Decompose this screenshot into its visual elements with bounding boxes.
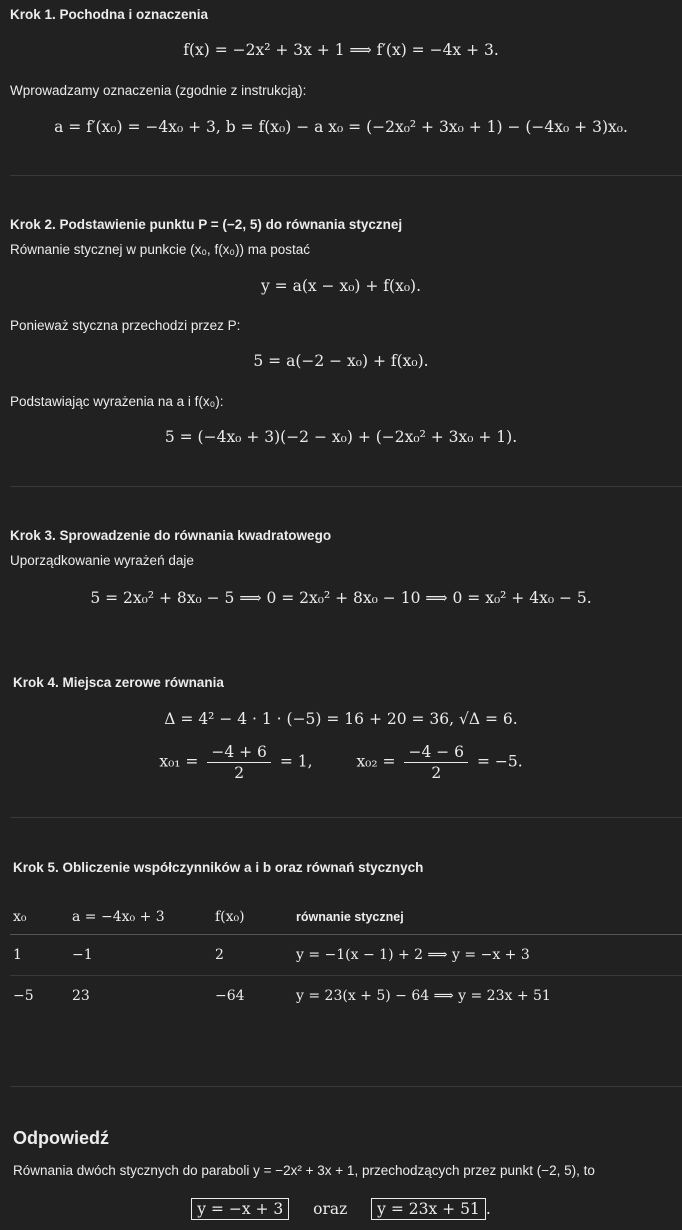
- step1-notation-equation: a = f′(x₀) = −4x₀ + 3, b = f(x₀) − a x₀ = (−2x₀² + 3x₀ + 1) − (−4x₀ + 3)x₀.: [54, 118, 628, 136]
- x01-value: = 1,: [279, 752, 313, 771]
- cell-fx0: −64: [215, 988, 245, 1004]
- divider: [10, 175, 682, 176]
- x01-numerator: −4 + 6: [207, 742, 271, 763]
- step2-substitution-text: Podstawiając wyrażenia na a i f(x₀):: [10, 394, 224, 409]
- step2-heading: Krok 2. Podstawienie punktu P = (−2, 5) do równania stycznej: [10, 217, 403, 232]
- divider: [10, 817, 682, 818]
- step1-notation-text: Wprowadzamy oznaczenia (zgodnie z instrukcją):: [10, 83, 307, 98]
- step2-point-equation: 5 = a(−2 − x₀) + f(x₀).: [253, 352, 429, 370]
- answer-connector: oraz: [313, 1200, 348, 1218]
- step2-passes-through-text: Ponieważ styczna przechodzi przez P:: [10, 318, 241, 333]
- table-header-row: [10, 900, 682, 935]
- answer-period: .: [485, 1200, 491, 1218]
- step3-quadratic-equation: 5 = 2x₀² + 8x₀ − 5 ⟹ 0 = 2x₀² + 8x₀ − 10 ⟹ 0 = x₀² + 4x₀ − 5.: [90, 589, 592, 607]
- cell-x0: −5: [13, 988, 34, 1004]
- x01-label: x₀₁ =: [159, 752, 199, 771]
- table-row: [10, 976, 682, 1017]
- divider: [10, 486, 682, 487]
- step3-ordering-text: Uporządkowanie wyrażeń daje: [10, 553, 194, 568]
- result-tangent-2: y = 23x + 51: [371, 1198, 486, 1220]
- step3-heading: Krok 3. Sprowadzenie do równania kwadratowego: [10, 528, 332, 543]
- cell-a: 23: [72, 988, 90, 1004]
- column-header-a: a = −4x₀ + 3: [69, 900, 212, 935]
- step1-derivative-equation: f(x) = −2x² + 3x + 1 ⟹ f′(x) = −4x + 3.: [183, 41, 499, 59]
- x02-numerator: −4 − 6: [404, 742, 468, 763]
- step2-tangent-form-text: Równanie stycznej w punkcie (x₀, f(x₀)) ma postać: [10, 242, 311, 257]
- table-row: [10, 935, 682, 976]
- x02-denominator: 2: [431, 764, 442, 782]
- cell-tangent: y = −1(x − 1) + 2 ⟹ y = −x + 3: [293, 935, 682, 976]
- cell-fx0: 2: [212, 935, 293, 976]
- answer-text: Równania dwóch stycznych do paraboli y = −2x² + 3x + 1, przechodzących przez punkt (−2, 5), to: [13, 1163, 595, 1178]
- cell-tangent: y = 23(x + 5) − 64 ⟹ y = 23x + 51: [296, 988, 551, 1004]
- step2-tangent-equation: y = a(x − x₀) + f(x₀).: [260, 277, 422, 295]
- step4-discriminant-equation: Δ = 4² − 4 · 1 · (−5) = 16 + 20 = 36, √Δ = 6.: [164, 710, 518, 728]
- column-header-x0: x₀: [10, 900, 69, 935]
- x01-fraction: [207, 742, 271, 783]
- step4-roots-equation: [0, 742, 682, 783]
- x02-value: = −5.: [476, 752, 523, 771]
- step5-heading: Krok 5. Obliczenie współczynników a i b oraz równań stycznych: [13, 860, 424, 875]
- cell-x0: 1: [10, 935, 69, 976]
- cell-a: −1: [69, 935, 212, 976]
- tangent-table: [10, 900, 682, 1016]
- x02-fraction: [404, 742, 468, 783]
- result-tangent-1: y = −x + 3: [191, 1198, 289, 1220]
- x01-denominator: 2: [234, 764, 245, 782]
- x02-label: x₀₂ =: [356, 752, 396, 771]
- step1-heading: Krok 1. Pochodna i oznaczenia: [10, 7, 209, 22]
- answer-results: [0, 1198, 682, 1220]
- column-header-tangent: równanie stycznej: [293, 900, 682, 935]
- step2-substituted-equation: 5 = (−4x₀ + 3)(−2 − x₀) + (−2x₀² + 3x₀ + 1).: [164, 428, 518, 446]
- column-header-fx0: f(x₀): [212, 900, 293, 935]
- divider: [10, 1086, 682, 1087]
- step4-heading: Krok 4. Miejsca zerowe równania: [13, 675, 224, 690]
- answer-heading: Odpowiedź: [13, 1128, 109, 1148]
